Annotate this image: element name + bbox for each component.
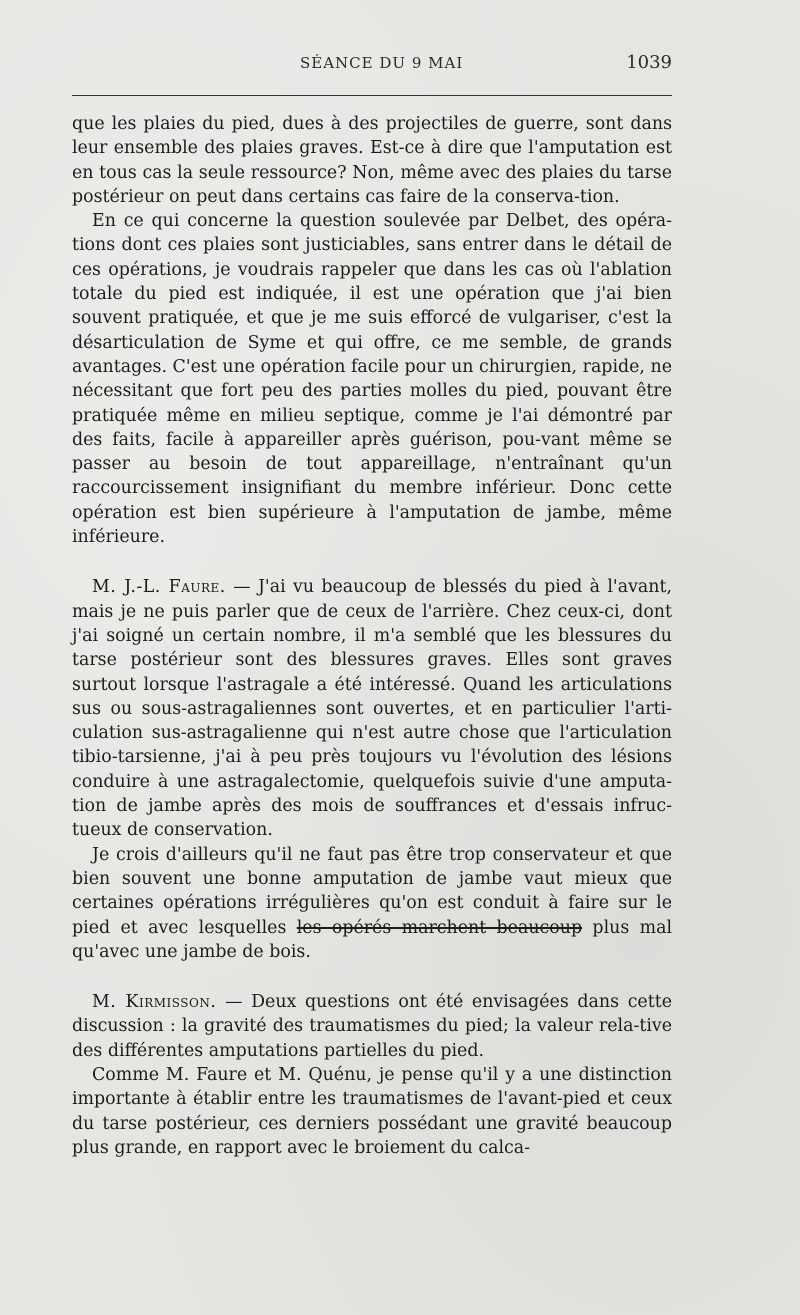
faure-text: — J'ai vu beaucoup de blessés du pied à l'avant, mais je ne puis parler que de ceux de l'arrière. Chez ceux-ci, dont j'ai soigné un certain nombre, il m'a semblé que les blessures du tarse postérieur sont des blessures graves. Elles sont graves surtout lorsque l'astragale a été intéressé. Quand les articulations sus ou sous-astragaliennes sont ouvertes, et en particulier l'arti-culation sus-astragalienne qui n'est autre chose que l'articulation tibio-tarsienne, j'ai à peu près toujours vu l'évolution des lésions conduire à une astragalectomie, quelquefois suivie d'une amputa-tion de jambe après des mois de souffrances et d'essais infruc-tueux de conservation. <box>72 577 672 841</box>
paragraph-continuation: que les plaies du pied, dues à des projectiles de guerre, sont dans leur ensemble des plaies graves. Est-ce à dire que l'amputation est en tous cas la seule ressource? Non, même avec des plaies du tarse postérieur on peut dans certains cas faire de la conserva-tion. <box>72 114 672 207</box>
speaker-kirmisson: M. Kirmisson. <box>92 992 217 1013</box>
paragraph-kirmisson <box>72 990 672 1063</box>
conservation-text-start: Je crois d'ailleurs qu'il ne faut pas être trop conservateur et que bien souvent une bonne amputation de jambe vaut mieux que certaines opérations irrégulières qu'on est conduit à faire sur le pied et avec lesquelles <box>72 844 672 938</box>
page-number: 1039 <box>626 52 672 73</box>
struck-text: les opérés marchent beaucoup <box>296 917 583 938</box>
kirmisson-text: — Deux questions ont été envisagées dans cette discussion : la gravité des traumatismes du pied; la valeur rela-tive des différentes amputations partielles du pied. <box>72 992 672 1061</box>
running-title: SÉANCE DU 9 MAI <box>300 54 464 72</box>
paragraph-distinction: Comme M. Faure et M. Quénu, je pense qu'il y a une distinction importante à établir entre les traumatismes de l'avant-pied et ceux du tarse postérieur, ces derniers possédant une gravité beaucoup plus grande, en rapport avec le broiement du calca- <box>72 1064 672 1158</box>
header-rule <box>72 95 672 96</box>
speaker-faure: M. J.-L. Faure. <box>92 577 226 598</box>
conservation-text-end: plus mal qu'avec une jambe de bois. <box>72 917 673 962</box>
body-text <box>72 112 672 1160</box>
page-header <box>72 52 672 78</box>
paragraph-syme: En ce qui concerne la question soulevée par Delbet, des opéra-tions dont ces plaies sont justiciables, sans entrer dans le détail de ces opérations, je voudrais rappeler que dans les cas où l'ablation totale du pied est indiquée, il est une opération que j'ai bien souvent pratiquée, et que je me suis efforcé de vulgariser, c'est la désarticulation de Syme et qui offre, ce me semble, de grands avantages. C'est une opération facile pour un chirurgien, rapide, ne nécessitant que fort peu des parties molles du pied, pouvant être pratiquée même en milieu septique, comme je l'ai démontré par des faits, facile à appareiller après guérison, pou-vant même se passer au besoin de tout appareillage, n'entraînant qu'un raccourcissement insignifiant du membre inférieur. Donc cette opération est bien supérieure à l'amputation de jambe, même inférieure. <box>72 211 672 548</box>
paragraph-conservation <box>72 843 672 964</box>
paragraph-faure <box>72 575 672 842</box>
